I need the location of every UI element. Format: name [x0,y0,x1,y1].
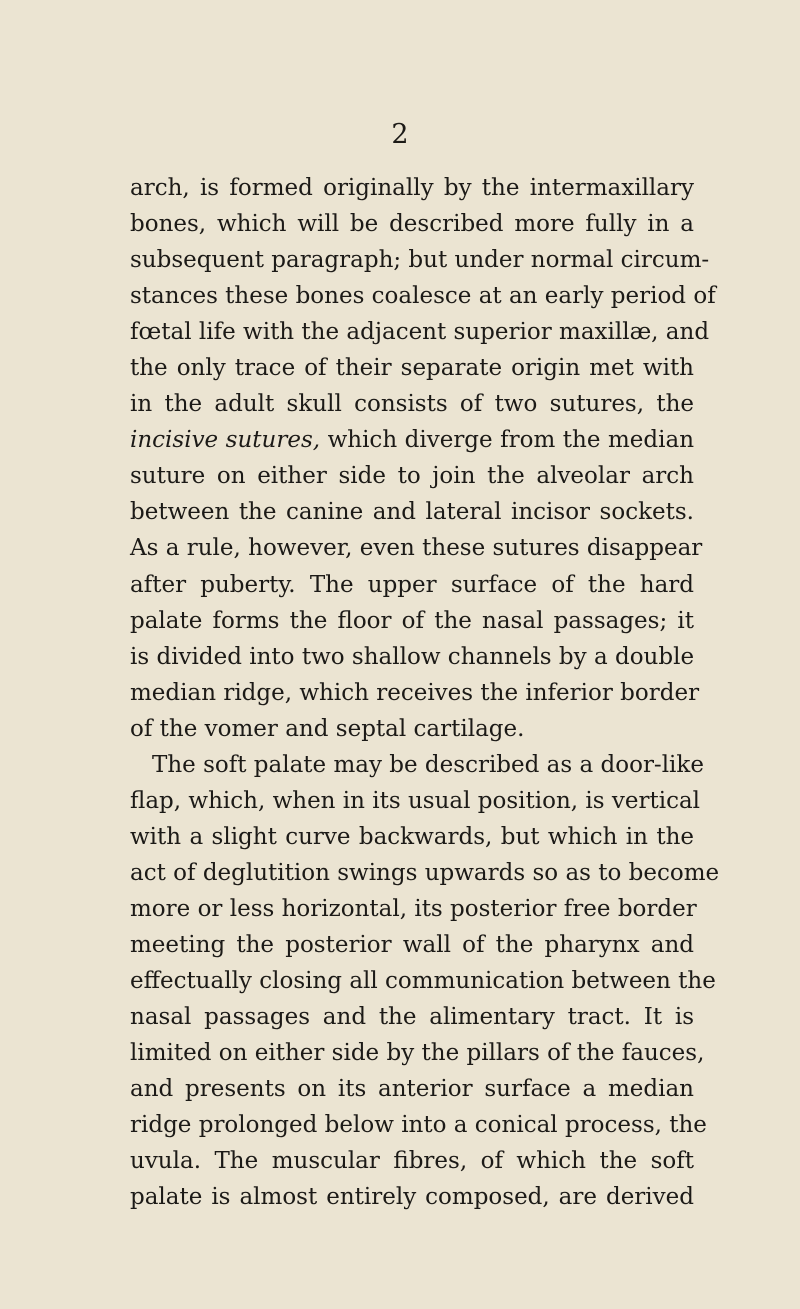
text-line: As a rule, however, even these sutures disappear [130,535,703,562]
text-line: bones, which will be described more fully in a [130,211,694,238]
text-line: ridge prolonged below into a conical process, the [130,1112,707,1139]
text-line: more or less horizontal, its posterior free border [130,895,697,922]
text-line: fœtal life with the adjacent superior maxillæ, and [130,319,710,346]
text-line: the only trace of their separate origin met with [130,355,694,382]
text-line: is divided into two shallow channels by a double [130,643,695,670]
text-line: uvula. The muscular fibres, of which the soft [130,1148,694,1175]
text-line: effectually closing all communication between the [130,968,716,995]
body-text [130,170,720,1215]
text-line: between the canine and lateral incisor sockets. [130,499,694,526]
text-line: palate is almost entirely composed, are derived [130,1184,694,1211]
text-line: limited on either side by the pillars of the fauces, [130,1040,705,1067]
text-line [130,422,694,458]
text-line: in the adult skull consists of two sutures, the [130,391,694,418]
text-line: act of deglutition swings upwards so as to become [130,859,720,886]
italic-term: incisive sutures, [130,427,321,454]
text-line: The soft palate may be described as a door-like [152,751,704,778]
text-line: meeting the posterior wall of the pharynx and [130,931,694,958]
text-line: arch, is formed originally by the intermaxillary [130,175,694,201]
text-line: and presents on its anterior surface a median [130,1076,694,1103]
text-line: subsequent paragraph; but under normal circum- [130,247,710,274]
page-number: 2 [391,119,409,150]
text-line: with a slight curve backwards, but which in the [130,823,694,850]
text-line: stances these bones coalesce at an early period of [130,283,716,310]
text-line: after puberty. The upper surface of the hard [130,571,694,598]
text-segment: which diverge from the median [320,427,695,454]
text-line: median ridge, which receives the inferior border [130,679,700,706]
text-line: flap, which, when in its usual position, is vertical [130,787,701,814]
text-line: of the vomer and septal cartilage. [130,715,525,742]
text-line: palate forms the floor of the nasal passages; it [130,607,694,634]
text-line: suture on either side to join the alveolar arch [130,463,694,490]
text-line: nasal passages and the alimentary tract. It is [130,1004,694,1031]
